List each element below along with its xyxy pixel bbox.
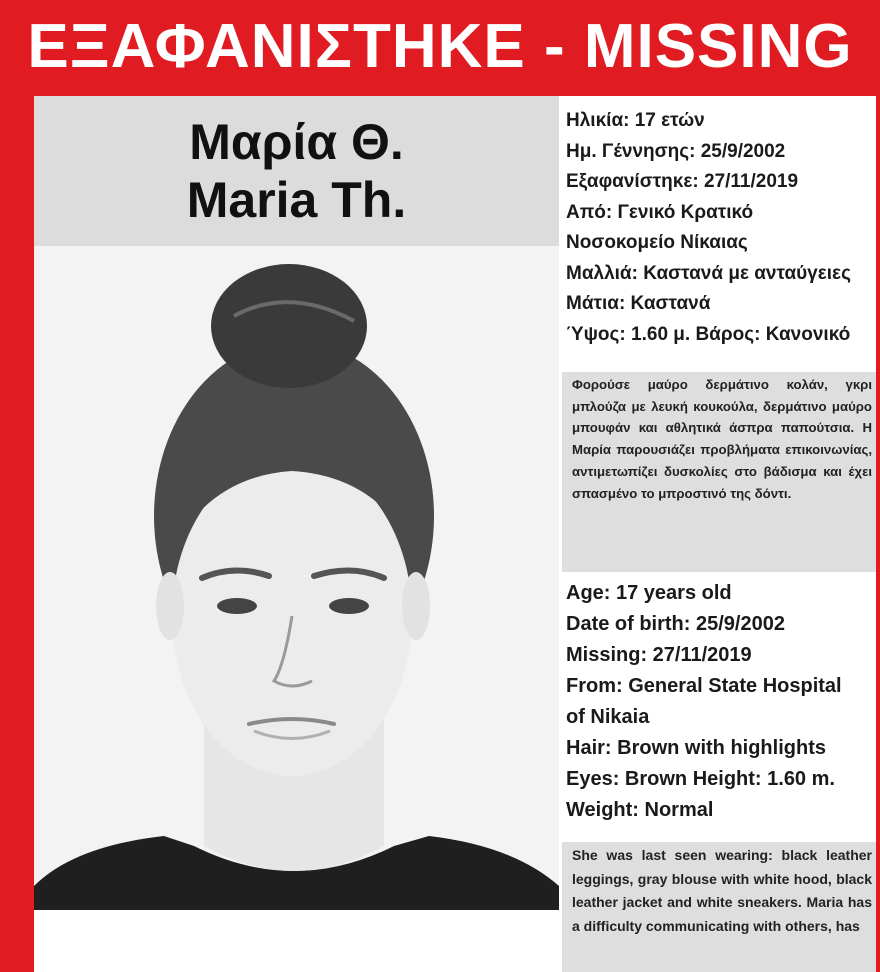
detail-eyes-greek: Μάτια: Καστανά (566, 293, 711, 314)
detail-missing-date-greek: Εξαφανίστηκε: 27/11/2019 (566, 171, 799, 192)
detail-height-weight-greek: Ύψος: 1.60 μ. Βάρος: Κανονικό (566, 323, 851, 345)
details-greek (566, 106, 876, 350)
detail-age-greek: Ηλικία: 17 ετών (566, 110, 705, 131)
description-greek: Φορούσε μαύρο δερμάτινο κολάν, γκρι μπλούζα με λευκή κουκούλα, δερμάτινο μαύρο μπουφάν και αθλητικά άσπρα παπούτσια. Η Μαρία παρουσιάζει προβλήματα επικοινωνίας, αντιμετωπίζει δυσκολίες στο βάδισμα και έχει σπασμένο το μπροστινό της δόντι. (562, 372, 876, 572)
detail-birthdate-english: Date of birth: 25/9/2002 (566, 613, 785, 635)
detail-birthdate-greek: Ημ. Γέννησης: 25/9/2002 (566, 140, 786, 162)
name-panel (34, 96, 559, 246)
detail-from-english: From: General State Hospital (566, 675, 842, 697)
detail-from-cont-english: of Nikaia (566, 706, 650, 728)
detail-from-greek: Από: Γενικό Κρατικό (566, 201, 754, 223)
detail-hair-greek: Μαλλιά: Καστανά με ανταύγειες (566, 262, 851, 284)
description-english: She was last seen wearing: black leather leggings, gray blouse with white hood, black leather jacket and white sneakers. Maria has a difficulty communicating with others, has (562, 842, 876, 972)
person-name-latin: Maria Th. (186, 172, 407, 228)
missing-banner-title: ΕΞΑΦΑΝΙΣΤΗΚΕ - MISSING (27, 11, 853, 81)
detail-missing-date-english: Missing: 27/11/2019 (566, 644, 752, 666)
detail-weight-english: Weight: Normal (566, 799, 714, 821)
person-name-greek: Μαρία Θ. (189, 114, 404, 170)
details-english (566, 578, 876, 826)
detail-hair-english: Hair: Brown with highlights (566, 737, 826, 759)
detail-age-english: Age: 17 years old (566, 582, 732, 604)
person-photo (34, 246, 559, 910)
detail-from-cont-greek: Νοσοκομείο Νίκαιας (566, 232, 748, 253)
detail-eyes-height-english: Eyes: Brown Height: 1.60 m. (566, 768, 835, 790)
